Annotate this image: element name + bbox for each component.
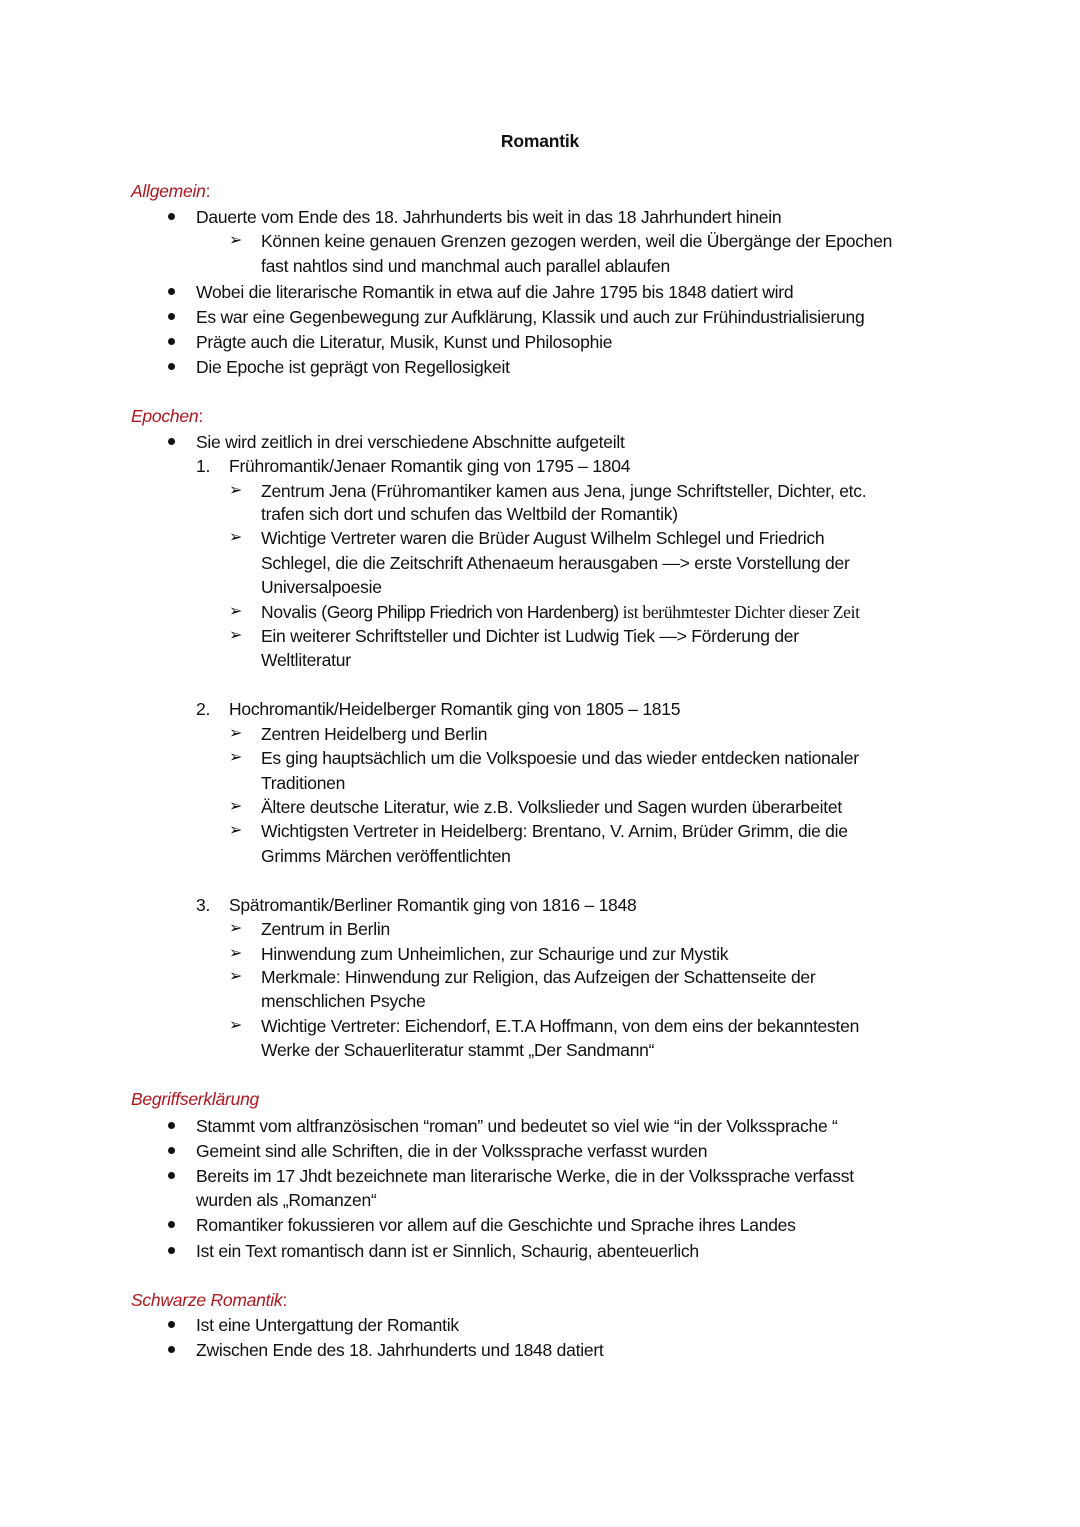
bullet-icon xyxy=(168,1321,175,1328)
bullet-icon xyxy=(168,363,175,370)
list-item: Die Epoche ist geprägt von Regellosigkeit xyxy=(196,357,510,377)
arrow-bullet-icon: ➢ xyxy=(229,529,243,546)
heading-colon: : xyxy=(198,406,203,426)
bullet-icon xyxy=(168,288,175,295)
list-item: Romantiker fokussieren vor allem auf die Geschichte und Sprache ihres Landes xyxy=(196,1215,796,1235)
list-item: Dauerte vom Ende des 18. Jahrhunderts bis weit in das 18 Jahrhundert hinein xyxy=(196,207,782,227)
sub-list-item-novalis xyxy=(261,600,860,624)
list-item-continuation: wurden als „Romanzen“ xyxy=(196,1190,377,1210)
sub-list-item: Zentrum Jena (Frühromantiker kamen aus Jena, junge Schriftsteller, Dichter, etc. xyxy=(261,481,867,501)
page-title: Romantik xyxy=(500,131,580,151)
heading-text: Allgemein xyxy=(131,181,206,201)
heading-text: Epochen xyxy=(131,406,199,426)
arrow-bullet-icon: ➢ xyxy=(229,822,243,839)
novalis-text-2: Georg Philipp Friedrich von Hardenberg) xyxy=(326,602,619,622)
section-heading-allgemein xyxy=(131,179,210,203)
sub-list-item: Zentren Heidelberg und Berlin xyxy=(261,724,488,744)
sub-list-item: Ein weiterer Schriftsteller und Dichter ist Ludwig Tiek —> Förderung der xyxy=(261,626,799,646)
list-item: Sie wird zeitlich in drei verschiedene Abschnitte aufgeteilt xyxy=(196,432,625,452)
bullet-icon xyxy=(168,213,175,220)
period-title: Frühromantik/Jenaer Romantik ging von 1795 – 1804 xyxy=(229,456,631,476)
list-item: Ist ein Text romantisch dann ist er Sinnlich, Schaurig, abenteuerlich xyxy=(196,1241,699,1261)
sub-list-item-continuation: trafen sich dort und schufen das Weltbild der Romantik) xyxy=(261,504,678,524)
sub-list-item: Wichtige Vertreter waren die Brüder August Wilhelm Schlegel und Friedrich xyxy=(261,528,825,548)
sub-list-item: Merkmale: Hinwendung zur Religion, das Aufzeigen der Schattenseite der xyxy=(261,967,816,987)
sub-list-item: Wichtigsten Vertreter in Heidelberg: Brentano, V. Arnim, Brüder Grimm, die die xyxy=(261,821,848,841)
sub-list-item-continuation: Weltliteratur xyxy=(261,650,351,670)
arrow-bullet-icon: ➢ xyxy=(229,798,243,815)
arrow-bullet-icon: ➢ xyxy=(229,1017,243,1034)
period-number: 3. xyxy=(196,895,211,915)
sub-list-item-continuation: Schlegel, die die Zeitschrift Athenaeum herausgaben —> erste Vorstellung der xyxy=(261,553,850,573)
bullet-icon xyxy=(168,313,175,320)
sub-list-item: Es ging hauptsächlich um die Volkspoesie und das wieder entdecken nationaler xyxy=(261,748,859,768)
arrow-bullet-icon: ➢ xyxy=(229,603,243,620)
sub-list-item-continuation: menschlichen Psyche xyxy=(261,991,426,1011)
list-item: Zwischen Ende des 18. Jahrhunderts und 1848 datiert xyxy=(196,1340,604,1360)
novalis-text-3: ist berühmtester Dichter dieser Zeit xyxy=(618,602,860,622)
sub-list-item: Hinwendung zum Unheimlichen, zur Schaurige und zur Mystik xyxy=(261,944,729,964)
list-item: Bereits im 17 Jhdt bezeichnete man literarische Werke, die in der Volkssprache verfasst xyxy=(196,1166,854,1186)
period-title: Spätromantik/Berliner Romantik ging von 1816 – 1848 xyxy=(229,895,637,915)
list-item: Es war eine Gegenbewegung zur Aufklärung, Klassik und auch zur Frühindustrialisierung xyxy=(196,307,865,327)
section-heading-schwarze-romantik xyxy=(131,1288,287,1312)
section-heading-begriffserklaerung: Begriffserklärung xyxy=(131,1089,260,1109)
period-number: 1. xyxy=(196,456,211,476)
sub-list-item-continuation: Werke der Schauerliteratur stammt „Der Sandmann“ xyxy=(261,1040,655,1060)
bullet-icon xyxy=(168,438,175,445)
arrow-bullet-icon: ➢ xyxy=(229,482,243,499)
arrow-bullet-icon: ➢ xyxy=(229,968,243,985)
sub-list-item-continuation: Traditionen xyxy=(261,773,346,793)
arrow-bullet-icon: ➢ xyxy=(229,945,243,962)
arrow-bullet-icon: ➢ xyxy=(229,725,243,742)
heading-text: Schwarze Romantik xyxy=(131,1290,283,1310)
sub-list-item: Ältere deutsche Literatur, wie z.B. Volkslieder und Sagen wurden überarbeitet xyxy=(261,797,842,817)
list-item: Wobei die literarische Romantik in etwa auf die Jahre 1795 bis 1848 datiert wird xyxy=(196,282,794,302)
bullet-icon xyxy=(168,1247,175,1254)
period-number: 2. xyxy=(196,699,211,719)
sub-list-item-continuation: fast nahtlos sind und manchmal auch parallel ablaufen xyxy=(261,256,670,276)
bullet-icon xyxy=(168,1346,175,1353)
heading-colon: : xyxy=(205,181,211,201)
arrow-bullet-icon: ➢ xyxy=(229,232,243,249)
section-heading-epochen xyxy=(131,404,203,428)
arrow-bullet-icon: ➢ xyxy=(229,749,243,766)
bullet-icon xyxy=(168,1147,175,1154)
bullet-icon xyxy=(168,1172,175,1179)
sub-list-item-continuation: Universalpoesie xyxy=(261,577,382,597)
sub-list-item: Zentrum in Berlin xyxy=(261,919,390,939)
period-title: Hochromantik/Heidelberger Romantik ging von 1805 – 1815 xyxy=(229,699,681,719)
bullet-icon xyxy=(168,1221,175,1228)
sub-list-item: Können keine genauen Grenzen gezogen werden, weil die Übergänge der Epochen xyxy=(261,231,893,251)
arrow-bullet-icon: ➢ xyxy=(229,627,243,644)
list-item: Prägte auch die Literatur, Musik, Kunst und Philosophie xyxy=(196,332,613,352)
sub-list-item: Wichtige Vertreter: Eichendorf, E.T.A Hoffmann, von dem eins der bekanntesten xyxy=(261,1016,860,1036)
sub-list-item-continuation: Grimms Märchen veröffentlichten xyxy=(261,846,511,866)
heading-colon: : xyxy=(282,1290,287,1310)
bullet-icon xyxy=(168,1122,175,1129)
bullet-icon xyxy=(168,338,175,345)
novalis-text-1: Novalis ( xyxy=(261,602,327,622)
list-item: Gemeint sind alle Schriften, die in der Volkssprache verfasst wurden xyxy=(196,1141,708,1161)
list-item: Stammt vom altfranzösischen “roman” und bedeutet so viel wie “in der Volkssprache “ xyxy=(196,1116,838,1136)
list-item: Ist eine Untergattung der Romantik xyxy=(196,1315,459,1335)
arrow-bullet-icon: ➢ xyxy=(229,920,243,937)
